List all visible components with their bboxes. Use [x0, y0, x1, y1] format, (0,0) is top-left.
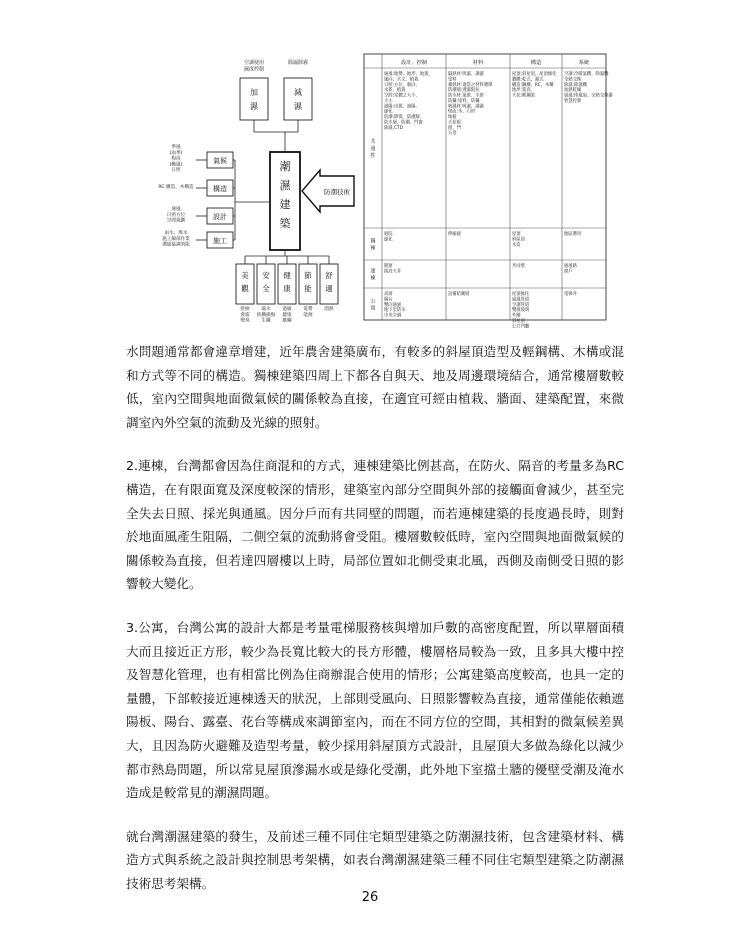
bottom-note-3: 電費能源	[303, 307, 313, 318]
page-number: 26	[361, 890, 379, 905]
paragraph-1: 水問題通常都會違章增建，近年農舍建築廣布，有較多的斜屋頂造型及輕鋼構、木構或混和方式等不同的構造。獨棟建築四周上下都各自與天、地及周邊環境結合，通常樓層數較低，室內空間與地面微氣候的關係較為直接，在適宜可經由植栽、牆面、建築配置，來微調室內外空氣的流動及光線的照射。	[126, 344, 624, 430]
svg-text:建: 建	[279, 198, 291, 211]
svg-text:觀: 觀	[241, 284, 249, 293]
svg-text:連: 連	[370, 268, 376, 275]
svg-text:康: 康	[283, 284, 291, 293]
paragraph-3: 3.公寓，台灣公寓的設計大都是考量電梯服務核與增加戶數的高密度配置，所以單層面積大而且接近正方形，較少為長寬比較大的長方形體，樓層格局較為一致，且多具大樓中控及智慧化管理，也有相當比例為住商辦混合使用的情形；公寓建築高度較高，也具一定的量體，下部較接近連棟透天的狀況，上部則受風向、日照影響較為直接，通常僅能依賴遮陽板、陽台、露臺、花台等構成來調節室內，而在不同方位的空間，其相對的微氣候差異大，且因為防火避難及造型考量，較少採用斜屋頂方式設計，且屋頂大多做為綠化以減少都市熱島問題，所以常見屋頂滲漏水或是綠化受潮，此外地下室擋土牆的優壁受潮及淹水造成是較常見的潮濕問題。	[126, 619, 624, 801]
svg-text:健: 健	[283, 271, 291, 280]
left-box-label-3: 施工	[213, 237, 227, 245]
left-box-label-1: 構造	[213, 185, 227, 193]
svg-text:性: 性	[370, 153, 376, 159]
table-cell-2-3: 通風路窗戶	[564, 264, 577, 275]
table-cell-1-2: 屋頂斜屋頂木造	[512, 232, 525, 248]
top-note-1: 除濕除霧	[287, 60, 309, 66]
svg-text:棟: 棟	[370, 245, 376, 252]
svg-text:公: 公	[370, 298, 376, 305]
svg-text:全: 全	[262, 284, 270, 293]
table-cell-3-1: 設備防潮層	[448, 292, 470, 297]
right-arrow-label: 防潮技術	[324, 188, 350, 196]
table-row-label-0	[370, 138, 375, 159]
table-row-label-3	[370, 299, 375, 312]
table-cell-3-0: 高層陽台雙向通風地下室防水中央空調	[384, 292, 406, 319]
svg-text:適: 適	[325, 284, 333, 293]
svg-text:寓: 寓	[370, 305, 376, 312]
table-cell-3-3: 電梯井	[564, 292, 577, 297]
bottom-note-2: 過敏健康塵蟎	[282, 307, 292, 324]
svg-text:節: 節	[304, 271, 312, 280]
svg-text:通: 通	[370, 146, 376, 152]
table-cell-1-1: 伸縮縫	[448, 232, 461, 237]
table-cell-2-0: 開窗挑高天井	[384, 264, 402, 275]
top-box-0	[240, 78, 268, 120]
svg-text:濕: 濕	[250, 102, 258, 111]
damp-building-diagram	[140, 52, 358, 328]
svg-text:棟: 棟	[370, 275, 376, 282]
table-header-0: 設計、控制	[401, 60, 427, 66]
left-note-1: RC 構造、木構造	[158, 185, 194, 190]
svg-text:美: 美	[241, 271, 249, 280]
svg-text:減: 減	[294, 88, 302, 97]
svg-text:濕: 濕	[279, 179, 291, 192]
svg-text:築: 築	[279, 217, 291, 230]
svg-text:獨: 獨	[370, 238, 376, 245]
svg-text:能: 能	[304, 284, 312, 293]
svg-text:安: 安	[262, 271, 270, 280]
left-note-0: 季風(雨季)梅雨(颱風)日照	[169, 145, 183, 173]
table-cell-0-0: 通風:地勢、地形、地貌、風向、水文、植栽日照:方位、朝向、水系、植栽空間:室體之大小、大小遮陽:出挑、遮陽、綠化防潮:降低、防潮層、防水層、防潮、門窗除濕:CTD	[384, 72, 433, 131]
table-cell-0-2: 屋頂:斜屋頂、屋頂綠化牆體:乾式、濕式構造:鋼構、RC、木構地坪:架高天花:輕鋼架	[512, 72, 557, 99]
left-box-label-2: 設計	[213, 213, 227, 221]
table-cell-1-3: 地區選用	[564, 232, 582, 237]
top-box-1	[284, 78, 312, 120]
top-note-0: 空調使用濕度控制	[243, 60, 265, 73]
svg-text:共: 共	[370, 139, 376, 145]
bottom-note-0: 壁癌發霉變臭	[240, 307, 250, 324]
svg-text:舒: 舒	[325, 271, 333, 280]
left-box-label-0: 氣候	[213, 157, 227, 165]
bottom-note-1: 漏水結構損傷生鏽	[256, 307, 276, 324]
table-header-3: 系統	[578, 60, 590, 66]
left-note-2: 通風日照方位空間規劃	[166, 207, 186, 224]
table-cell-1-0: 庭院綠化	[384, 232, 393, 243]
table-cell-3-2: 屋頂綠化通風管道空調管道雙層玻璃外牆斜屋頂公共門廳	[512, 292, 530, 330]
left-note-3: 雨水、滲水施工細部作業溝通協調效能	[162, 231, 190, 248]
table-header-2: 構造	[530, 60, 542, 66]
table-cell-2-2: 共同壁	[512, 264, 525, 269]
svg-text:濕: 濕	[294, 102, 302, 111]
table-cell-0-1: 隔熱材:吸濕、調濕塗料蓄熱材:適當之材料選擇防潮層:透濕阻抗防水材:氣密、水密防鏽:塗料、防鏽吸濕材:吸濕、調濕壁面:木、石材地板天花板窗、門五金	[448, 72, 493, 137]
table-header-1: 材料	[472, 60, 484, 66]
bottom-note-4: 悶熱	[324, 307, 334, 312]
damp-proof-technology-table	[362, 52, 613, 330]
table-cell-0-3: 空調:冷暖氣機、除濕機全熱交換除濕:除濕機加熱乾燥通風:排風扇、全熱交換器智慧控制	[564, 72, 613, 104]
svg-text:潮: 潮	[279, 160, 291, 173]
body-text	[126, 340, 624, 915]
svg-text:加: 加	[250, 88, 258, 97]
paragraph-4: 就台灣潮濕建築的發生，及前述三種不同住宅類型建築之防潮濕技術，包含建築材料、構造方式與系統之設計與控制思考架構，如表台灣潮濕建築三種不同住宅類型建築之防潮濕技術思考架構。	[126, 828, 624, 891]
paragraph-2: 2.連棟，台灣都會因為住商混和的方式，連棟建築比例甚高，在防火、隔音的考量多為RC構造，在有限面寬及深度較深的情形，建築室內部分空間與外部的接觸面會減少，甚至完全失去日照、採光與通風。因分戶而有共同壁的問題，而若連棟建築的長度過長時，則對於地面風產生阻隔，二側空氣的流動將會受阻。樓層數較低時，室內空間與地面微氣候的關係較為直接，但若達四層樓以上時，局部位置如北側受東北風，西側及南側受日照的影響較大變化。	[126, 458, 624, 592]
